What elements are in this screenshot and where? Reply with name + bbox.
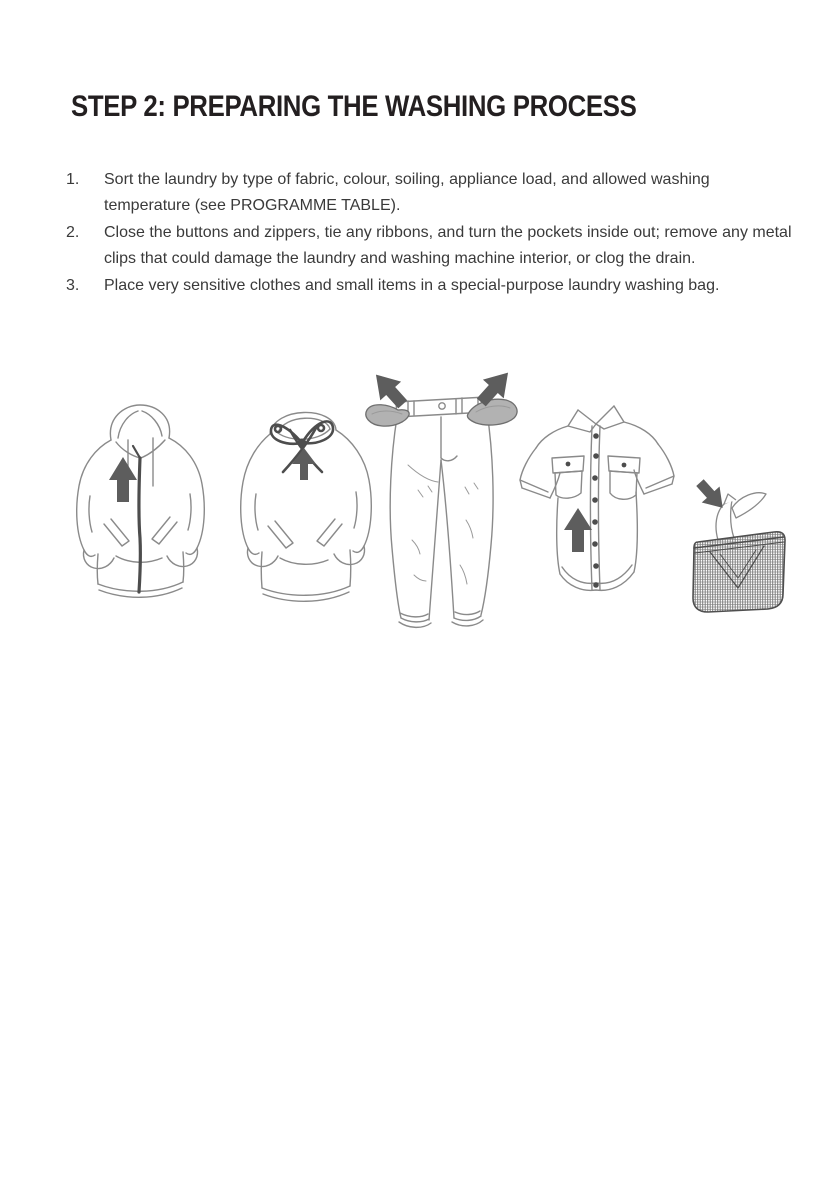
trousers-pockets-illustration [362, 370, 520, 632]
list-item [66, 167, 792, 218]
instruction-list [66, 167, 792, 301]
step-number: 3. [66, 277, 80, 294]
step-number: 1. [66, 171, 80, 188]
list-item [66, 220, 792, 271]
arrow-up-icon [564, 508, 592, 552]
shirt-buttons-illustration [510, 396, 682, 612]
page-title: STEP 2: PREPARING THE WASHING PROCESS [71, 90, 637, 123]
arrow-up-icon [109, 457, 137, 502]
zip-hoodie-illustration [56, 396, 224, 604]
step-number: 2. [66, 224, 80, 241]
list-item [66, 273, 792, 299]
arrow-up-icon [292, 448, 316, 480]
step-text: Place very sensitive clothes and small items in a special-purpose laundry washing bag. [104, 277, 720, 294]
laundry-bag-illustration [684, 476, 796, 618]
garment-going-in [716, 493, 766, 540]
step-text: Sort the laundry by type of fabric, colour, soiling, appliance load, and allowed washing temperature (see PROGRAMME TABLE). [104, 171, 710, 214]
step-text: Close the buttons and zippers, tie any ribbons, and turn the pockets inside out; remove any metal clips that could damage the laundry and washing machine interior, or clog the drain. [104, 224, 792, 267]
